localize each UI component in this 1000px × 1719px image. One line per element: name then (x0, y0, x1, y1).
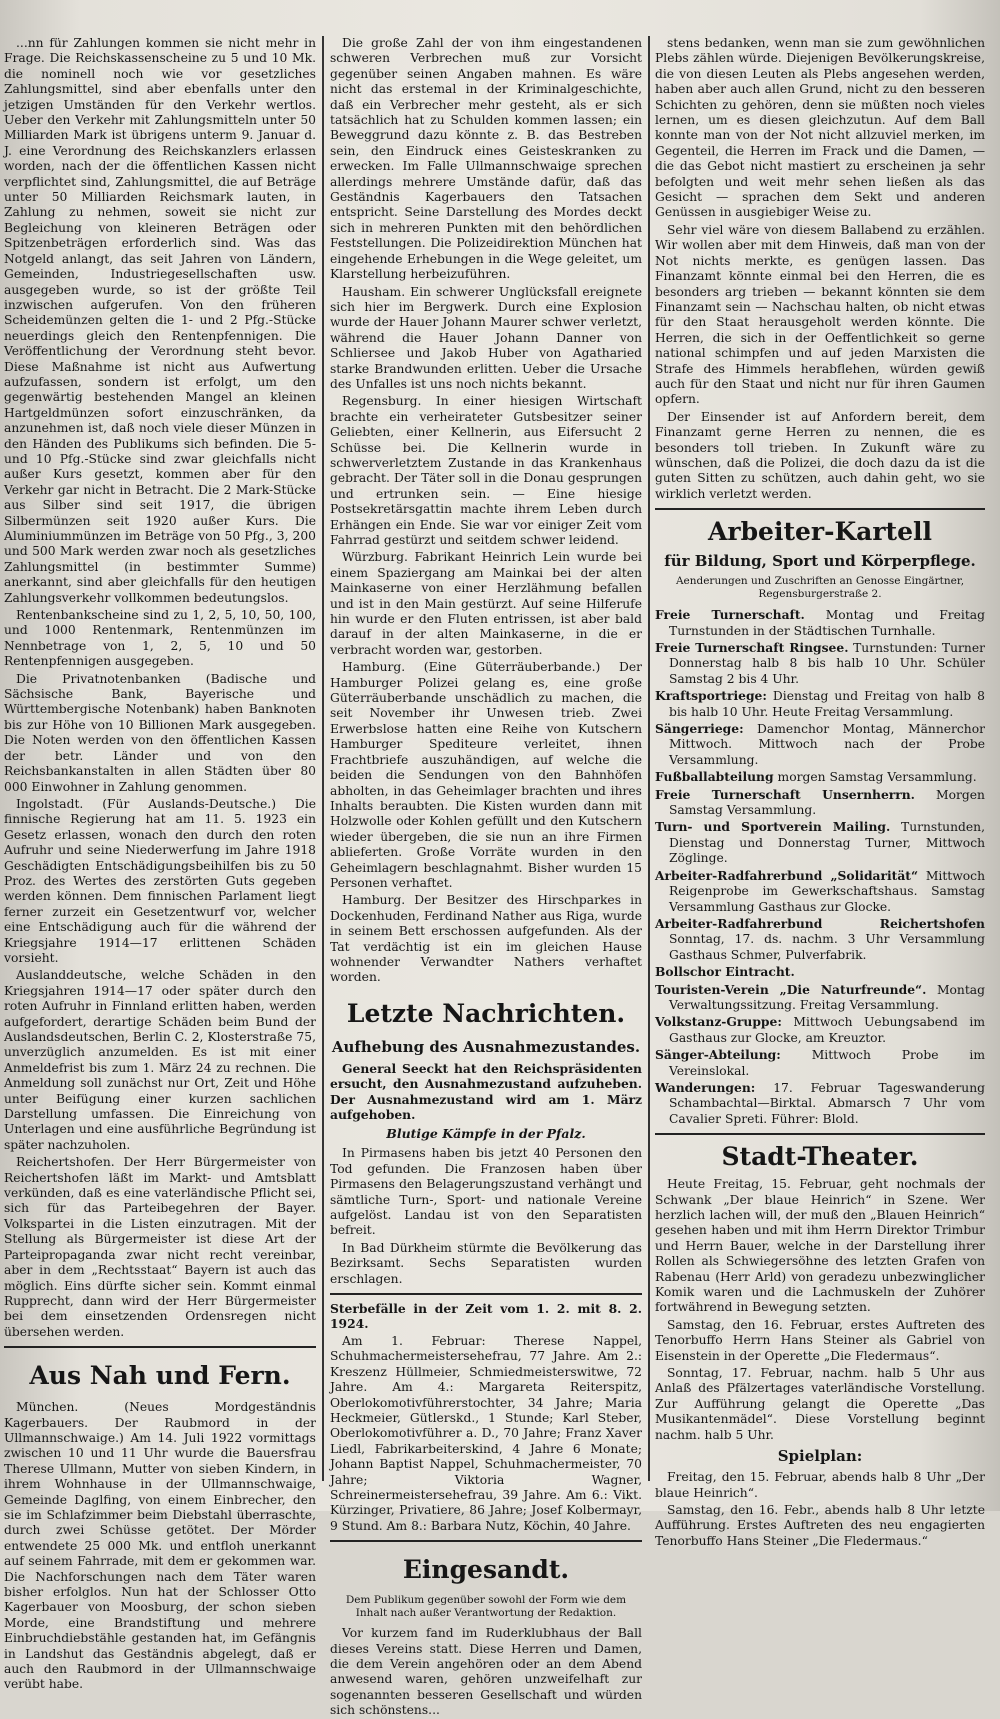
news-subheading: Aufhebung des Ausnahmezustandes. (331, 1037, 641, 1056)
section-heading-stadt-theater: Stadt-Theater. (721, 1142, 919, 1172)
kartell-entry (655, 640, 985, 687)
kartell-entry-org: Arbeiter-Radfahrerbund Reichertshofen (655, 915, 985, 931)
kartell-subheading: für Bildung, Sport und Körperpflege. (664, 552, 976, 571)
kartell-entry-text: Mittwoch Probe im Vereinslokal. (669, 1048, 985, 1078)
letter-disclaimer: Dem Publikum gegenüber sowohl der Form wie dem Inhalt nach außer Verantwortung der Redaktion. (345, 1594, 627, 1620)
kartell-entry-org: Kraftsportriege: (655, 688, 767, 704)
article-paragraph: stens bedanken, wenn man sie zum gewöhnlichen Plebs zählen würde. Diejenigen Bevölkerungskreise, die von diesen Leuten als Plebs angesehen werden, haben aber auch allen Grund, nicht zu den besseren Schichten zu gehören, denn sie müßten noch vieles lernen, um es diesen gleichzutun. Auf dem Ball konnte man von der Not nicht allzuviel merken, im Gegenteil, die Herren im Frack und die Damen, — die das Gebot nicht mastiert zu erscheinen ja sehr befolgten und weit mehr sehen ließen als das Gesicht — sprachen dem Sekt und anderen Genüssen in ausgiebiger Weise zu. (655, 36, 985, 220)
column-2 (330, 36, 642, 1718)
article-paragraph: In Pirmasens haben bis jetzt 40 Personen den Tod gefunden. Die Franzosen haben über Pirmasens den Belagerungszustand verhängt und sämtliche Turn-, Sport- und nationale Vereine aufgelöst. Landau ist von den Separatisten befreit. (330, 1146, 642, 1238)
kartell-entry-text: Turnstunden, Dienstag und Donnerstag Turner, Mittwoch Zöglinge. (669, 820, 985, 866)
kartell-entry-org: Fußballabteilung (655, 769, 774, 785)
kartell-entry-org: Arbeiter-Radfahrerbund „Solidarität“ (655, 867, 919, 883)
kartell-entry (655, 868, 985, 915)
article-paragraph: Die große Zahl der von ihm eingestandenen schweren Verbrechen muß zur Vorsicht gegenüber seinen Angaben mahnen. Es wäre nicht das erstemal in der Kriminalgeschichte, daß ein Verbrecher mehr gesteht, als er sich tatsächlich hat zu Schulden kommen lassen; ein Beweggrund dazu könnte z. B. das Bestreben sein, den Eindruck eines Geisteskranken zu erwecken. Im Falle Ullmannschwaige sprechen allerdings mehrere Umstände dafür, daß das Geständnis Kagerbauers den Tatsachen entspricht. Seine Darstellung des Mordes deckt sich in mehreren Punkten mit den behördlichen Feststellungen. Die Polizeidirektion München hat eingehende Erhebungen in die Wege geleitet, um Klarstellung herbeizuführen. (330, 36, 642, 282)
kartell-entry-org: Freie Turnerschaft Ringsee. (655, 640, 849, 655)
kartell-list (655, 607, 985, 1127)
kartell-entry-org: Freie Turnerschaft Unsernherrn. (655, 786, 915, 802)
article-paragraph: München. (Neues Mordgeständnis Kagerbauers. Der Raubmord in der Ullmannschwaige.) Am 14. Juli 1922 vormittags zwischen 10 und 11 Uhr wurde die Bauersfrau Therese Ullmann, Mutter von sieben Kindern, in ihrem Wohnhause in der Ullmannschwaige, Gemeinde Daglfing, von einem Einbrecher, den sie im Schlafzimmer beim Diebstahl überraschte, durch zwei Schüsse getötet. Der Mörder entwendete 25 000 Mk. und entfloh unerkannt auf seinem Fahrrade, mit dem er gekommen war. Die Nachforschungen nach dem Täter waren bisher erfolglos. Nun hat der Schlosser Otto Kagerbauer von Moosburg, der schon sieben Morde, eine Brandstiftung und mehrere Einbruchdiebstähle gestanden hat, im Gefängnis in Landshut das Geständnis abgelegt, daß er auch den Raubmord in der Ullmannschwaige verübt habe. (4, 1400, 316, 1692)
deaths-text: Am 1. Februar: Therese Nappel, Schuhmachermeistersehefrau, 77 Jahre. Am 2.: Kreszenz Hüllmeier, Schmiedmeisterswitwe, 72 Jahre. Am 4.: Margareta Reiterspitz, Oberlokomotivführerstochter, 34 Jahre; Maria Heckmeier, Gütlerskd., 1 Stunde; Karl Steber, Oberlokomotivführer a. D., 70 Jahre; Franz Xaver Liedl, Fabrikarbeiterskind, 4 Jahre 6 Monate; Johann Baptist Nappel, Schuhmachermeister, 70 Jahre; Viktoria Wagner, Schreinermeistersehefrau, 39 Jahre. Am 6.: Vikt. Kürzinger, Privatiere, 86 Jahre; Josef Kolbermayr, 9 Stund. Am 8.: Barbara Nutz, Köchin, 40 Jahre. (330, 1333, 642, 1533)
column-divider (648, 36, 650, 1481)
section-rule (655, 1133, 985, 1135)
article-paragraph: Rentenbankscheine sind zu 1, 2, 5, 10, 50, 100, und 1000 Rentenmark, Rentenmünzen im Nennbetrage von 1, 2, 5, 10 und 50 Rentenpfennigen ausgegeben. (4, 608, 316, 669)
section-rule (655, 508, 985, 510)
kartell-entry (655, 721, 985, 768)
kartell-entry-org: Bollschor Eintracht. (655, 964, 795, 980)
kartell-entry-org: Sängerriege: (655, 721, 744, 737)
section-heading-aus-nah-und-fern: Aus Nah und Fern. (29, 1361, 291, 1391)
article-paragraph: ...nn für Zahlungen kommen sie nicht mehr in Frage. Die Reichskassenscheine zu 5 und 10 Mk. die nominell noch wie vor gesetzliches Zahlungsmittel, sind aber ebenfalls unter den jetzigen Umständen für den Verkehr wertlos. Ueber den Verkehr mit Zahlungsmitteln unter 50 Milliarden Mark ist übrigens unterm 9. Januar d. J. eine Verordnung des Reichskanzlers erlassen worden, nach der die öffentlichen Kassen nicht verpflichtet sind, Zahlungsmittel, die auf Beträge unter 50 Milliarden Reichsmark lauten, in Zahlung zu nehmen, soweit sie nicht zur Begleichung von kleineren Beträgen oder Spitzenbeträgen erforderlich sind. Was das Notgeld anlangt, das seit Jahren von Ländern, Gemeinden, Industriegesellschaften usw. ausgegeben wurde, so ist der größte Teil inzwischen aufgerufen. Von den früheren Scheidemünzen gelten die 1- und 2 Pfg.-Stücke neuerdings gleich den Rentenpfennigen. Die Veröffentlichung der Verordnung steht bevor. Diese Maßnahme ist nicht aus Aufwertung aufzufassen, sondern ist erfolgt, um den gegenwärtig bestehenden Mangel an kleinen Hartgeldmünzen sofort einzuschränken, da anzunehmen ist, daß noch viele dieser Münzen in den Händen des Publikums sich befinden. Die 5- und 10 Pfg.-Stücke sind zwar gleichfalls nicht außer Kurs gesetzt, kommen aber für den Verkehr gar nicht in Betracht. Die 2 Mark-Stücke aus Silber sind seit 1917, die übrigen Silbermünzen seit 1920 außer Kurs. Die Aluminiummünzen im Beträge von 50 Pfg., 3, 200 und 500 Mark werden zwar noch als gesetzliches Zahlungsmittel (in bestimmter Summe) anerkannt, sind aber gleichfalls für den heutigen Zahlungsverkehr vollkommen bedeutungslos. (4, 36, 316, 605)
section-heading-eingesandt: Eingesandt. (402, 1555, 570, 1585)
article-paragraph: Sonntag, 17. Februar, nachm. halb 5 Uhr aus Anlaß des Pfälzertages vaterländische Vorstellung. Zur Aufführung gelangt die Operette „Das Musikantenmädel“. Diese Vorstellung beginnt nachm. halb 5 Uhr. (655, 1366, 985, 1442)
kartell-entry-org: Turn- und Sportverein Mailing. (655, 819, 891, 835)
article-paragraph: In Bad Dürkheim stürmte die Bevölkerung das Bezirksamt. Sechs Separatisten wurden erschlagen. (330, 1240, 642, 1286)
kartell-entry-org: Touristen-Verein „Die Naturfreunde“. (655, 981, 927, 997)
kartell-entry-text: morgen Samstag Versammlung. (777, 770, 977, 785)
article-paragraph: Hamburg. Der Besitzer des Hirschparkes in Dockenhuden, Ferdinand Nather aus Riga, wurde in seinem Bett erschossen aufgefunden. Als der Tat verdächtig ist ein im gleichen Hause wohnender Verwandter Nathers verhaftet worden. (330, 893, 642, 985)
article-paragraph: Der Einsender ist auf Anfordern bereit, dem Finanzamt gerne Herren zu nennen, die es besonders toll trieben. In Zukunft wäre zu wünschen, daß die Polizei, die doch dazu da ist die guten Sitten zu schützen, auch dahin geht, wo sie wirklich verletzt werden. (655, 409, 985, 501)
article-paragraph: Auslanddeutsche, welche Schäden in den Kriegsjahren 1914—17 oder später durch den roten Aufruhr in Finnland erlitten haben, werden aufgefordert, derartige Schäden beim Bund der Auslandsdeutschen, Berlin C. 2, Klosterstraße 75, unverzüglich anzumelden. Es ist mit einer Anmeldefrist bis zum 1. März 24 zu rechnen. Die Anmeldung soll zunächst nur Ort, Zeit und Höhe unter Beifügung einer kurzen sachlichen Darstellung umfassen. Die Einreichung von Unterlagen und eine ausführliche Begründung ist später nachzuholen. (4, 968, 316, 1152)
kartell-entry-text: Montag und Freitag Turnstunden in der Städtischen Turnhalle. (669, 608, 985, 638)
kartell-entry-text: Sonntag, 17. ds. nachm. 3 Uhr Versammlung Gasthaus Schmer, Pulverfabrik. (669, 932, 985, 962)
article-paragraph: Die Privatnotenbanken (Badische und Sächsische Bank, Bayerische und Württembergische Notenbank) haben Banknoten bis zur Höhe von 10 Billionen Mark ausgegeben. Die Noten werden von den öffentlichen Kassen der betr. Länder und von den Reichsbankanstalten in allen Städten über 80 000 Einwohner in Zahlung genommen. (4, 671, 316, 794)
spielplan-item: Samstag, den 16. Febr., abends halb 8 Uhr letzte Aufführung. Erstes Auftreten des neu engagierten Tenorbuffo Hans Steiner „Die Fledermaus.“ (655, 1502, 985, 1548)
article-paragraph: Heute Freitag, 15. Februar, geht nochmals der Schwank „Der blaue Heinrich“ in Szene. Wer herzlich lachen will, der muß den „Blauen Heinrich“ gesehen haben und mit ihm Herrn Direktor Trimbur und Herrn Bauer, welche in der Darstellung ihrer Rollen als Schwiegersöhne des letzten Grafen von Rabenau (Herr Arld) von geradezu unbezwinglicher Komik waren und die Lachmuskeln der Zuhörer fortwährend in Bewegung setzten. (655, 1177, 985, 1315)
kartell-entry-org: Volkstanz-Gruppe: (655, 1014, 782, 1030)
section-heading-letzte-nachrichten: Letzte Nachrichten. (346, 998, 626, 1028)
spielplan-heading: Spielplan: (777, 1447, 863, 1466)
column-divider (322, 36, 324, 1481)
kartell-entry (655, 1014, 985, 1046)
kartell-entry-text: Mittwoch Reigenprobe im Gewerkschaftshaus. Samstag Versammlung Gasthaus zur Glocke. (669, 868, 985, 914)
kartell-entry-text: Mittwoch Uebungsabend im Gasthaus zur Glocke, am Kreuztor. (669, 1015, 985, 1045)
section-rule (330, 1540, 642, 1542)
article-paragraph: Ingolstadt. (Für Auslands-Deutsche.) Die finnische Regierung hat am 11. 5. 1923 ein Gesetz erlassen, wonach den durch den roten Aufruhr und seine Niederwerfung im Jahre 1918 Geschädigten Entschädigungsbeihilfen bis zu 50 Proz. des Wertes des zerstörten Guts gegeben werden können. Dem finnischen Parlament liegt ferner zurzeit ein Gesetzentwurf vor, welcher eine Entschädigung auch für die während der Kriegsjahre 1914—17 erlittenen Schäden vorsieht. (4, 796, 316, 965)
article-paragraph: Reichertshofen. Der Herr Bürgermeister von Reichertshofen läßt im Markt- und Amtsblatt verkünden, daß es eine vaterländische Pflicht sei, sich für das Parteibegehren der Bayer. Volkspartei in die Listen einzutragen. Mit der Stellung als Bürgermeister ist diese Art der Parteipropaganda zwar nicht recht vereinbar, aber in dem „Rechtsstaat“ Bayern ist auch das möglich. Eins dürfte sicher sein. Kommt einmal Rupprecht, dann wird der Herr Bürgermeister bei dem einsetzenden Ordensregen nicht übersehen werden. (4, 1155, 316, 1339)
kartell-entry-text: Montag Verwaltungssitzung. Freitag Versammlung. (669, 982, 985, 1012)
kartell-entry-org: Freie Turnerschaft. (655, 607, 805, 623)
kartell-entry (655, 607, 985, 639)
news-subheading-2: Blutige Kämpfe in der Pfalz. (386, 1126, 586, 1142)
article-paragraph: Hausham. Ein schwerer Unglücksfall ereignete sich hier im Bergwerk. Durch eine Explosion wurde der Hauer Johann Maurer schwer verletzt, während die Hauer Johann Danner von Schliersee und Jakob Huber von Agatharied starke Brandwunden erlitten. Ueber die Ursache des Unfalles ist uns noch nichts bekannt. (330, 284, 642, 391)
section-rule (330, 1293, 642, 1295)
column-3 (655, 36, 985, 1548)
section-rule (4, 1346, 316, 1348)
section-heading-arbeiter-kartell: Arbeiter-Kartell (708, 517, 932, 547)
article-paragraph: Würzburg. Fabrikant Heinrich Lein wurde bei einem Spaziergang am Mainkai bei der alten Mainkaserne von einer Herzlähmung befallen und ist in den Main gestürzt. Auf seine Hilferufe hin wurde er den Fluten entrissen, ist aber bald darauf in der alten Mainkaserne, in die er verbracht worden war, gestorben. (330, 550, 642, 657)
article-paragraph: Samstag, den 16. Februar, erstes Auftreten des Tenorbuffo Herrn Hans Steiner als Gabriel von Eisenstein in der Operette „Die Fledermaus“. (655, 1317, 985, 1363)
kartell-entry-text: Morgen Samstag Versammlung. (669, 787, 985, 818)
kartell-entry (655, 1080, 985, 1127)
kartell-entry (655, 964, 985, 980)
kartell-entry-text: Damenchor Montag, Männerchor Mittwoch. Mittwoch nach der Probe Versammlung. (669, 722, 985, 767)
kartell-entry-org: Sänger-Abteilung: (655, 1047, 781, 1063)
article-paragraph: Sehr viel wäre von diesem Ballabend zu erzählen. Wir wollen aber mit dem Hinweis, daß man von der Not nichts merkte, es genügen lassen. Das Finanzamt könnte einmal bei den Herren, die es besonders arg trieben — bekannt könnten sie dem Finanzamt sein — Nachschau halten, ob nicht etwas für den Staat herausgeholt werden könnte. Die Herren, die sich in der Oeffentlichkeit so gerne national schimpfen und auf jeden Marxisten die Strafe des Himmels herabflehen, würden gewiß auch für den Staat und nicht nur für ihren Gaumen opfern. (655, 222, 985, 407)
kartell-entry-text: Turnstunden: Turner Donnerstag halb 8 bis halb 10 Uhr. Schüler Samstag 2 bis 4 Uhr. (669, 641, 985, 686)
kartell-entry (655, 982, 985, 1014)
kartell-entry (655, 688, 985, 720)
kartell-entry-org: Wanderungen: (655, 1079, 756, 1095)
kartell-entry-text: Dienstag und Freitag von halb 8 bis halb 10 Uhr. Heute Freitag Versammlung. (669, 689, 985, 719)
article-paragraph: Regensburg. In einer hiesigen Wirtschaft brachte ein verheirateter Gutsbesitzer seiner Geliebten, einer Kellnerin, aus Eifersucht 2 Schüsse bei. Die Kellnerin wurde in schwerverletztem Zustande in das Krankenhaus gebracht. Der Täter soll in die Donau gesprungen und ertrunken sein. — Eine hiesige Postsekretärsgattin machte ihrem Leben durch Erhängen ein Ende. Sie war vor einiger Zeit vom Fahrrad gestürzt und seitdem schwer leidend. (330, 394, 642, 547)
kartell-note: Aenderungen und Zuschriften an Genosse Eingärtner, Regensburgerstraße 2. (675, 575, 965, 601)
kartell-entry-text: 17. Februar Tageswanderung Schambachtal—Birktal. Abmarsch 7 Uhr vom Cavalier Spreti. Führer: Blold. (669, 1080, 985, 1126)
kartell-entry (655, 1047, 985, 1079)
kartell-entry (655, 787, 985, 819)
deaths-title: Sterbefälle in der Zeit vom 1. 2. mit 8. 2. 1924. (330, 1301, 642, 1332)
news-lead: General Seeckt hat den Reichspräsidenten ersucht, den Ausnahmezustand aufzuheben. Der Ausnahmezustand wird am 1. März aufgehoben. (330, 1060, 642, 1122)
article-paragraph: Vor kurzem fand im Ruderklubhaus der Ball dieses Vereins statt. Diese Herren und Damen, die dem Verein angehören oder an dem Abend anwesend waren, gehören unzweifelhaft zur sogenannten besseren Gesellschaft und würden sich schönstens... (330, 1626, 642, 1718)
kartell-entry (655, 916, 985, 963)
spielplan-item: Freitag, den 15. Februar, abends halb 8 Uhr „Der blaue Heinrich“. (655, 1470, 985, 1500)
column-1 (4, 36, 316, 1692)
kartell-entry (655, 819, 985, 866)
article-paragraph: Hamburg. (Eine Güterräuberbande.) Der Hamburger Polizei gelang es, eine große Güterräuberbande unschädlich zu machen, die seit November ihr Unwesen trieb. Zwei Erwerbslose hatten eine Reihe von Kutschern Hamburger Spediteure verleitet, ihnen Frachtbriefe auszuhändigen, auf welche die beiden die Sendungen von den Bahnhöfen abholten, in das Geheimlager brachten und ihres Inhalts beraubten. Die Kisten wurden dann mit Holzwolle oder Kohlen gefüllt und den Kutschern wieder übergeben, die sie nun an ihre Firmen ablieferten. Große Vorräte wurden in den Geheimlagern beschlagnahmt. Bisher wurden 15 Personen verhaftet. (330, 660, 642, 890)
kartell-entry (655, 769, 985, 785)
